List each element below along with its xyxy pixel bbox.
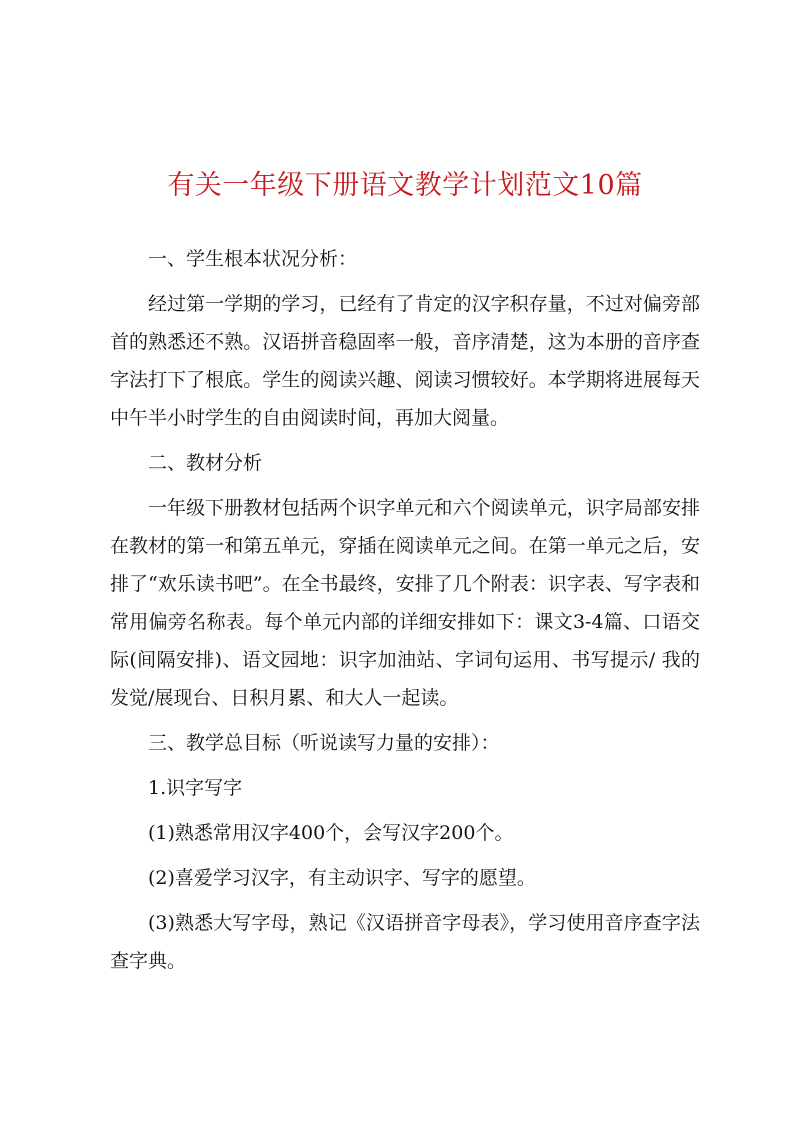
list-item-goal-3: (3)熟悉大写字母，熟记《汉语拼音字母表》，学习使用音序查字法查字典。	[110, 912, 700, 972]
paragraph-textbook-analysis: 一年级下册教材包括两个识字单元和六个阅读单元，识字局部安排在教材的第一和第五单元，穿插在阅读单元之间。在第一单元之后，安排了“欢乐读书吧”。在全书最终，安排了几个附表：识字表、写字表和常用偏旁名称表。每个单元内部的详细安排如下：课文3-4篇、口语交际(间隔安排)、语文园地：识字加油站、字词句运用、书写提示/ 我的发觉/展现台、日积月累、和大人一起读。	[110, 497, 700, 709]
document-body	[110, 240, 700, 987]
list-item-goal-1: (1)熟悉常用汉字400个，会写汉字200个。	[148, 822, 514, 844]
list-item-goal-2: (2)喜爱学习汉字，有主动识字、写字的愿望。	[148, 867, 536, 889]
document-title: 有关一年级下册语文教学计划范文10篇	[167, 170, 643, 201]
section-heading-student-analysis: 一、学生根本状况分析：	[148, 248, 358, 270]
section-heading-teaching-goals: 三、教学总目标（听说读写力量的安排）：	[148, 732, 500, 754]
section-heading-textbook-analysis: 二、教材分析	[148, 452, 263, 474]
subheading-literacy-writing: 1.识字写字	[148, 777, 243, 799]
document-page	[110, 0, 700, 1132]
paragraph-student-analysis: 经过第一学期的学习，已经有了肯定的汉字积存量，不过对偏旁部首的熟悉还不熟。汉语拼音稳固率一般，音序清楚，这为本册的音序查字法打下了根底。学生的阅读兴趣、阅读习惯较好。本学期将进展每天中午半小时学生的自由阅读时间，再加大阅量。	[110, 293, 700, 429]
